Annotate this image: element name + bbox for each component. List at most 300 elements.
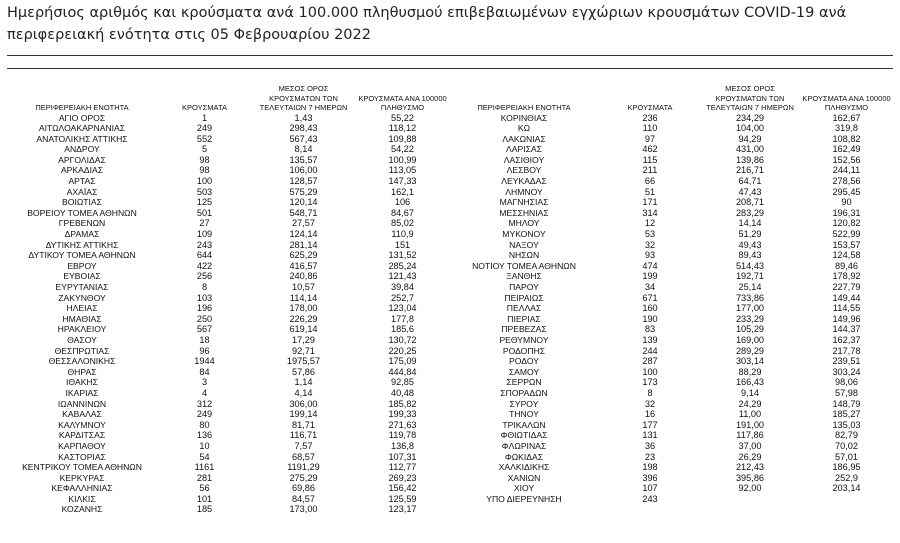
cases-header: ΚΡΟΥΣΜΑΤΑ <box>627 103 673 112</box>
table-row <box>448 420 893 431</box>
region-cell: ΛΕΣΒΟΥ <box>506 165 542 176</box>
per100k-cell: 92,85 <box>391 377 414 388</box>
table-row <box>448 324 893 335</box>
per100k-cell: 152,56 <box>832 154 861 165</box>
avg7-cell: 567,43 <box>289 133 318 144</box>
table-row <box>7 208 450 219</box>
avg7-cell: 124,14 <box>289 229 318 240</box>
region-cell: ΦΘΙΩΤΙΔΑΣ <box>500 430 548 441</box>
cases-cell: 96 <box>199 345 210 356</box>
cases-cell: 103 <box>196 292 213 303</box>
region-cell: ΚΑΛΥΜΝΟΥ <box>58 419 106 430</box>
per100k-cell: 148,79 <box>832 398 861 409</box>
table-row <box>448 494 893 505</box>
per100k-cell: 151 <box>394 239 411 250</box>
avg7-cell: 178,00 <box>289 303 318 314</box>
cases-cell: 53 <box>644 229 656 240</box>
per100k-cell: 149,44 <box>832 292 861 303</box>
region-cell: ΑΡΓΟΛΙΔΑΣ <box>58 154 106 165</box>
per100k-cell: 278,56 <box>832 176 861 187</box>
per100k-cell: 135,03 <box>832 419 861 430</box>
per100k-cell: 252,9 <box>835 472 858 483</box>
avg7-cell: 57,86 <box>292 366 315 377</box>
region-cell: ΞΑΝΘΗΣ <box>506 271 542 282</box>
table-row <box>448 409 893 420</box>
cases-cell: 98 <box>199 154 210 165</box>
avg7-cell: 114,14 <box>289 292 318 303</box>
region-cell: ΔΥΤΙΚΟΥ ΤΟΜΕΑ ΑΘΗΝΩΝ <box>28 250 136 261</box>
table-row <box>448 197 893 208</box>
per100k-cell <box>800 494 893 505</box>
per100k-cell: 319,8 <box>835 123 858 134</box>
per100k-cell: 70,02 <box>835 440 858 451</box>
cases-cell: 36 <box>644 440 656 451</box>
region-cell: ΛΑΚΩΝΙΑΣ <box>502 133 546 144</box>
top-rule <box>7 55 893 56</box>
region-header: ΠΕΡΙΦΕΡΕΙΑΚΗ ΕΝΟΤΗΤΑ <box>35 103 129 112</box>
avg7-cell: 289,29 <box>735 345 765 356</box>
region-cell: ΛΗΜΝΟΥ <box>505 186 543 197</box>
table-row <box>448 303 893 314</box>
per100k-cell: 114,55 <box>832 303 861 314</box>
per100k-cell: 120,82 <box>832 218 861 229</box>
region-cell: ΒΟΡΕΙΟΥ ΤΟΜΕΑ ΑΘΗΝΩΝ <box>27 207 137 218</box>
per100k-cell: 269,23 <box>388 472 417 483</box>
per100k-cell: 85,02 <box>391 218 414 229</box>
avg7-cell: 166,43 <box>735 377 765 388</box>
per100k-cell: 108,82 <box>832 133 861 144</box>
avg7-cell: 1,43 <box>294 112 313 123</box>
region-cell: ΚΕΝΤΡΙΚΟΥ ΤΟΜΕΑ ΑΘΗΝΩΝ <box>22 462 142 473</box>
avg7-cell: 117,86 <box>736 430 764 441</box>
region-cell: ΖΑΚΥΝΘΟΥ <box>58 292 106 303</box>
per100k-cell: 147,33 <box>388 176 417 187</box>
avg7-cell: 169,00 <box>735 334 765 345</box>
table-row <box>448 208 893 219</box>
table-row <box>7 314 450 325</box>
avg7-cell: 106,00 <box>289 165 318 176</box>
per100k-cell: 136,8 <box>391 440 414 451</box>
region-cell: ΘΗΡΑΣ <box>67 366 97 377</box>
per100k-cell: 162,37 <box>832 334 861 345</box>
per100k-cell: 199,33 <box>388 409 417 420</box>
cases-cell: 1 <box>201 112 208 123</box>
avg7-cell: 212,43 <box>735 462 765 473</box>
per100k-cell: 40,48 <box>391 387 414 398</box>
avg7-cell: 216,71 <box>735 165 765 176</box>
cases-cell: 171 <box>642 197 658 208</box>
cases-cell: 32 <box>644 239 656 250</box>
per100k-cell: 123,17 <box>388 504 417 515</box>
per100k-cell: 185,6 <box>391 324 414 335</box>
per100k-cell: 227,79 <box>832 282 861 292</box>
per100k-cell: 106 <box>394 197 411 208</box>
cases-cell: 190 <box>642 313 658 324</box>
table-row <box>448 483 893 494</box>
region-cell: ΝΑΞΟΥ <box>509 239 539 250</box>
cases-cell: 12 <box>644 218 656 229</box>
cases-cell: 23 <box>644 451 656 462</box>
per100k-cell: 203,14 <box>832 483 861 494</box>
region-cell: ΑΧΑΪΑΣ <box>66 186 98 197</box>
avg7-cell: 27,57 <box>292 218 315 229</box>
region-cell: ΣΕΡΡΩΝ <box>506 377 542 388</box>
region-cell: ΜΑΓΝΗΣΙΑΣ <box>499 197 549 208</box>
region-cell: ΗΡΑΚΛΕΙΟΥ <box>57 324 107 335</box>
per100k-cell: 123,04 <box>388 303 417 314</box>
per100k-cell: 295,45 <box>832 186 861 197</box>
table-row <box>448 176 893 187</box>
cases-cell: 199 <box>642 271 658 282</box>
table-row <box>7 197 450 208</box>
avg7-cell: 575,29 <box>289 186 318 197</box>
table-row <box>7 409 450 420</box>
avg7-cell: 25,14 <box>738 282 762 292</box>
region-cell: ΙΘΑΚΗΣ <box>66 377 98 388</box>
per100k-cell: 522,99 <box>832 229 861 240</box>
left-table-body <box>7 113 450 516</box>
avg7-cell: 1191,29 <box>287 462 320 473</box>
table-row <box>448 367 893 378</box>
region-cell: ΛΑΣΙΘΙΟΥ <box>503 154 545 165</box>
table-row <box>7 420 450 431</box>
region-cell: ΗΛΕΙΑΣ <box>66 303 98 314</box>
avg7-cell: 281,14 <box>289 239 318 250</box>
cases-cell: 1944 <box>194 356 215 367</box>
avg7-cell: 9,14 <box>741 387 759 398</box>
region-cell: ΕΥΡΥΤΑΝΙΑΣ <box>55 282 109 292</box>
region-cell: ΗΜΑΘΙΑΣ <box>62 313 102 324</box>
header-row <box>448 84 893 113</box>
cases-cell: 644 <box>196 250 213 261</box>
per100k-cell: 162,49 <box>832 144 861 155</box>
per100k-cell: 162,1 <box>391 186 414 197</box>
per100k-cell: 130,72 <box>388 334 417 345</box>
table-row <box>7 261 450 272</box>
per100k-cell: 100,99 <box>388 154 417 165</box>
region-cell: ΘΕΣΣΑΛΟΝΙΚΗΣ <box>48 356 116 367</box>
region-cell: ΛΑΡΙΣΑΣ <box>506 144 542 155</box>
cases-cell: 287 <box>642 356 658 367</box>
cases-cell: 462 <box>642 144 658 155</box>
region-cell: ΣΥΡΟΥ <box>509 398 539 409</box>
cases-cell: 243 <box>196 239 213 250</box>
cases-cell: 109 <box>196 229 213 240</box>
cases-cell: 80 <box>199 419 210 430</box>
cases-cell: 125 <box>196 197 213 208</box>
avg7-cell: 233,29 <box>735 313 765 324</box>
table-row <box>7 388 450 399</box>
table-row <box>448 346 893 357</box>
cases-cell: 107 <box>642 483 658 494</box>
cases-cell: 185 <box>196 504 213 515</box>
table-row <box>448 293 893 304</box>
table-row <box>7 250 450 261</box>
per100k-cell: 109,88 <box>388 133 417 144</box>
cases-cell: 10 <box>199 440 210 451</box>
region-cell: ΡΟΔΟΠΗΣ <box>502 345 546 356</box>
cases-cell: 244 <box>642 345 658 356</box>
avg7-cell: 240,86 <box>289 271 318 282</box>
table-row <box>448 399 893 410</box>
cases-cell: 281 <box>196 472 213 483</box>
avg7-cell: 69,86 <box>292 483 315 494</box>
cases-cell: 503 <box>196 186 213 197</box>
table-row <box>448 123 893 134</box>
avg7-cell: 81,71 <box>292 419 315 430</box>
region-cell: ΓΡΕΒΕΝΩΝ <box>58 218 106 229</box>
cases-cell: 66 <box>644 176 656 187</box>
avg7-cell: 120,14 <box>289 197 318 208</box>
region-cell: ΑΝΑΤΟΛΙΚΗΣ ΑΤΤΙΚΗΣ <box>36 133 128 144</box>
cases-cell: 211 <box>642 165 658 176</box>
region-cell: ΙΚΑΡΙΑΣ <box>65 387 99 398</box>
region-cell: ΔΡΑΜΑΣ <box>64 229 100 240</box>
table-row <box>7 494 450 505</box>
table-row <box>448 187 893 198</box>
table-row <box>448 314 893 325</box>
table-row <box>448 271 893 282</box>
cases-cell: 93 <box>644 250 656 261</box>
table-row <box>448 335 893 346</box>
region-cell: ΑΡΚΑΔΙΑΣ <box>60 165 104 176</box>
cases-cell: 474 <box>642 260 658 271</box>
avg7-cell: 1975,57 <box>286 356 321 367</box>
cases-cell: 98 <box>199 165 210 176</box>
avg7-cell: 135,57 <box>289 154 318 165</box>
cases-cell: 8 <box>647 387 653 398</box>
avg7-cell: 94,29 <box>738 133 762 144</box>
avg7-cell: 234,29 <box>735 112 765 123</box>
per100k-cell: 185,82 <box>388 398 417 409</box>
region-cell: ΑΝΔΡΟΥ <box>64 144 100 155</box>
per100k-cell: 149,96 <box>832 313 861 324</box>
region-cell: ΚΕΦΑΛΛΗΝΙΑΣ <box>51 483 113 494</box>
per100k-cell: 118,12 <box>388 123 417 134</box>
per100k-cell: 153,57 <box>832 239 861 250</box>
avg7-cell: 199,14 <box>289 409 318 420</box>
avg7-cell: 275,29 <box>289 472 318 483</box>
region-cell: ΚΑΡΔΙΤΣΑΣ <box>58 430 106 441</box>
table-row <box>448 250 893 261</box>
per100k-cell: 444,84 <box>388 366 417 377</box>
per100k-cell: 113,05 <box>388 165 417 176</box>
avg7-cell: 514,43 <box>735 260 765 271</box>
per100k-cell: 178,92 <box>832 271 861 282</box>
avg7-cell: 8,14 <box>294 144 313 155</box>
avg7-cell: 619,14 <box>289 324 318 335</box>
table-row <box>7 441 450 452</box>
cases-cell: 83 <box>644 324 656 335</box>
cases-cell: 16 <box>644 409 656 420</box>
cases-cell: 4 <box>201 387 208 398</box>
avg7-cell: 192,71 <box>735 271 765 282</box>
region-cell: ΝΗΣΩΝ <box>508 250 540 261</box>
avg7-cell: 625,29 <box>289 250 318 261</box>
region-cell: ΣΠΟΡΑΔΩΝ <box>500 387 548 398</box>
per100k-header: ΚΡΟΥΣΜΑΤΑ ΑΝΑ 100000 ΠΛΗΘΥΣΜΟ <box>358 93 447 112</box>
cases-cell: 110 <box>642 123 658 134</box>
table-row <box>448 430 893 441</box>
avg7-cell: 177,00 <box>735 303 765 314</box>
region-cell: ΧΙΟΥ <box>513 483 535 494</box>
avg7-cell: 208,71 <box>735 197 765 208</box>
table-row <box>448 261 893 272</box>
avg7-cell: 24,29 <box>738 398 762 409</box>
cases-cell: 54 <box>199 451 210 462</box>
avg7-cell: 51,29 <box>738 229 762 240</box>
region-cell: ΡΟΔΟΥ <box>509 356 539 367</box>
avg7-cell: 7,57 <box>294 440 313 451</box>
avg7-header: ΜΕΣΟΣ ΟΡΟΣ ΚΡΟΥΣΜΑΤΩΝ ΤΩΝ ΤΕΛΕΥΤΑΙΩΝ 7 ΗΜΕΡΩΝ <box>706 84 794 112</box>
region-cell: ΒΟΙΩΤΙΑΣ <box>62 197 102 208</box>
cases-cell: 115 <box>642 154 658 165</box>
table-row <box>7 293 450 304</box>
per100k-cell: 55,22 <box>391 112 414 123</box>
cases-cell: 136 <box>196 430 213 441</box>
table-row <box>7 335 450 346</box>
cases-cell: 671 <box>642 292 658 303</box>
avg7-cell: 733,86 <box>735 292 765 303</box>
region-cell: ΠΡΕΒΕΖΑΣ <box>501 324 547 335</box>
region-cell: ΚΕΡΚΥΡΑΣ <box>59 472 105 483</box>
table-row <box>7 462 450 473</box>
cases-cell: 84 <box>199 366 210 377</box>
per100k-cell: 125,59 <box>388 493 417 504</box>
cases-cell: 256 <box>196 271 213 282</box>
table-row <box>7 399 450 410</box>
per100k-cell: 144,37 <box>832 324 861 335</box>
per100k-cell: 90 <box>841 197 852 208</box>
avg7-cell: 104,00 <box>735 123 765 134</box>
per100k-cell: 124,58 <box>832 250 861 261</box>
avg7-cell: 105,29 <box>735 324 765 335</box>
region-cell: ΚΑΡΠΑΘΟΥ <box>58 440 106 451</box>
avg7-cell: 92,00 <box>738 483 762 494</box>
region-cell: ΛΕΥΚΑΔΑΣ <box>501 176 547 187</box>
avg7-cell: 49,43 <box>738 239 762 250</box>
table-row <box>7 356 450 367</box>
region-cell: ΚΟΖΑΝΗΣ <box>61 504 103 515</box>
region-cell: ΚΑΒΑΛΑΣ <box>62 409 102 420</box>
avg7-cell: 139,86 <box>735 154 765 165</box>
avg7-cell: 4,14 <box>294 387 313 398</box>
region-cell: ΚΑΣΤΟΡΙΑΣ <box>58 451 106 462</box>
table-row <box>7 134 450 145</box>
cases-cell: 396 <box>642 472 658 483</box>
cases-cell: 100 <box>642 366 658 377</box>
region-cell: ΚΙΛΚΙΣ <box>68 493 96 504</box>
region-cell: ΝΟΤΙΟΥ ΤΟΜΕΑ ΑΘΗΝΩΝ <box>472 260 576 271</box>
table-row <box>448 229 893 240</box>
table-row <box>7 473 450 484</box>
region-cell: ΠΙΕΡΙΑΣ <box>507 313 541 324</box>
avg7-cell: 17,29 <box>292 334 315 345</box>
region-cell: ΘΕΣΠΡΩΤΙΑΣ <box>54 345 110 356</box>
table-row <box>7 271 450 282</box>
per100k-cell: 54,22 <box>391 144 414 155</box>
table-row <box>448 155 893 166</box>
cases-cell: 3 <box>201 377 208 388</box>
table-row <box>448 282 893 293</box>
table-row <box>448 377 893 388</box>
table-row <box>448 165 893 176</box>
region-cell: ΜΥΚΟΝΟΥ <box>502 229 546 240</box>
per100k-cell: 57,01 <box>835 451 858 462</box>
cases-cell: 196 <box>196 303 213 314</box>
per100k-cell: 285,24 <box>388 260 417 271</box>
region-cell: ΑΙΤΩΛΟΑΚΑΡΝΑΝΙΑΣ <box>38 123 126 134</box>
cases-cell: 8 <box>201 282 208 292</box>
avg7-cell: 226,29 <box>289 313 318 324</box>
table-row <box>7 144 450 155</box>
region-cell: ΧΑΝΙΩΝ <box>507 472 541 483</box>
avg7-cell: 64,71 <box>738 176 762 187</box>
table-row <box>7 282 450 293</box>
region-cell: ΦΛΩΡΙΝΑΣ <box>501 440 547 451</box>
table-row <box>7 155 450 166</box>
second-rule <box>7 68 893 69</box>
cases-cell: 131 <box>642 430 658 441</box>
per100k-header: ΚΡΟΥΣΜΑΤΑ ΑΝΑ 100000 ΠΛΗΘΥΣΜΟ <box>802 93 891 112</box>
per100k-cell: 175,09 <box>388 356 417 367</box>
avg7-cell: 303,14 <box>735 356 765 367</box>
cases-cell: 312 <box>196 398 213 409</box>
cases-cell: 101 <box>196 493 213 504</box>
region-cell: ΜΕΣΣΗΝΙΑΣ <box>499 207 549 218</box>
region-header: ΠΕΡΙΦΕΡΕΙΑΚΗ ΕΝΟΤΗΤΑ <box>477 103 571 112</box>
avg7-cell: 128,57 <box>289 176 318 187</box>
cases-cell: 51 <box>644 186 656 197</box>
region-cell: ΜΗΛΟΥ <box>508 218 540 229</box>
per100k-cell: 119,78 <box>388 430 417 441</box>
cases-cell: 422 <box>196 260 213 271</box>
per100k-cell: 196,31 <box>832 207 861 218</box>
per100k-cell: 156,42 <box>388 483 417 494</box>
right-table-body <box>448 113 893 505</box>
table-row <box>7 377 450 388</box>
table-row <box>448 452 893 463</box>
region-cell: ΘΑΣΟΥ <box>67 334 97 345</box>
left-data-table <box>7 84 450 515</box>
region-cell: ΡΕΘΥΜΝΟΥ <box>499 334 549 345</box>
table-row <box>7 504 450 515</box>
per100k-cell: 57,98 <box>835 387 858 398</box>
avg7-cell: 89,43 <box>738 250 762 261</box>
avg7-cell: 548,71 <box>289 207 318 218</box>
table-row <box>448 144 893 155</box>
avg7-cell: 298,43 <box>289 123 318 134</box>
cases-cell: 32 <box>644 398 656 409</box>
per100k-cell: 39,84 <box>391 282 414 292</box>
avg7-cell: 26,29 <box>738 451 762 462</box>
cases-cell: 160 <box>642 303 658 314</box>
cases-cell: 100 <box>196 176 213 187</box>
table-row <box>7 113 450 124</box>
cases-cell: 552 <box>196 133 213 144</box>
per100k-cell: 162,67 <box>832 112 861 123</box>
cases-cell: 173 <box>642 377 658 388</box>
region-cell: ΧΑΛΚΙΔΙΚΗΣ <box>498 462 550 473</box>
cases-cell: 34 <box>644 282 656 292</box>
cases-cell: 314 <box>642 207 658 218</box>
avg7-cell: 306,00 <box>289 398 318 409</box>
page-title: Ημερήσιος αριθμός και κρούσματα ανά 100.000 πληθυσμού επιβεβαιωμένων εγχώριων κρουσμάτων COVID-19 ανά περιφερειακή ενότητα στις 05 Φεβρουαρίου 2022 <box>7 5 847 43</box>
avg7-cell: 88,29 <box>738 366 762 377</box>
avg7-cell: 11,00 <box>738 409 762 420</box>
table-row <box>448 462 893 473</box>
table-row <box>7 367 450 378</box>
